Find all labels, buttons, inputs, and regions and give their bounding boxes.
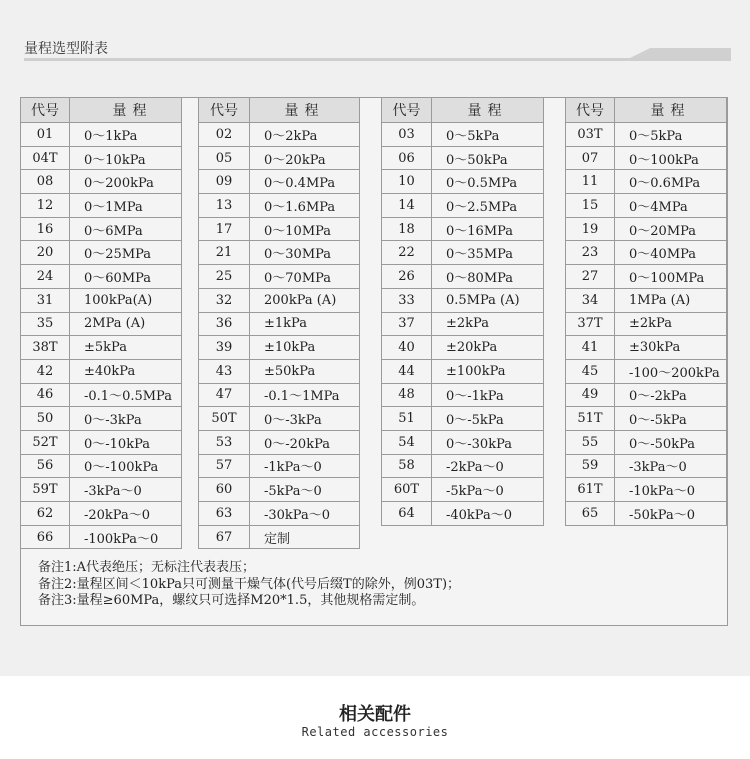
header-range: 量程 — [70, 98, 182, 123]
range-cell: 0～25MPa — [70, 241, 182, 265]
code-cell: 31 — [21, 288, 70, 312]
range-cell: 0～-2kPa — [615, 383, 727, 407]
table-row — [566, 407, 727, 431]
code-cell: 20 — [21, 241, 70, 265]
range-cell: 0～5kPa — [432, 123, 544, 147]
table-row — [566, 241, 727, 265]
table-row — [199, 312, 360, 336]
table-row — [21, 217, 182, 241]
code-cell: 51 — [382, 407, 432, 431]
table-row — [382, 407, 544, 431]
range-cell: 0～-3kPa — [70, 407, 182, 431]
title-divider — [24, 58, 731, 61]
code-cell: 48 — [382, 383, 432, 407]
table-row — [566, 146, 727, 170]
range-cell: -3kPa～0 — [70, 478, 182, 502]
table-row — [199, 217, 360, 241]
header-code: 代号 — [566, 98, 615, 123]
table-row — [566, 478, 727, 502]
range-cell: 0～-3kPa — [250, 407, 360, 431]
table-row — [566, 383, 727, 407]
table-row — [382, 383, 544, 407]
range-cell: 0～40MPa — [615, 241, 727, 265]
code-cell: 60 — [199, 478, 250, 502]
range-table-group-2 — [198, 97, 360, 549]
range-cell: -3kPa～0 — [615, 454, 727, 478]
table-row — [566, 123, 727, 147]
range-cell: -1kPa～0 — [250, 454, 360, 478]
code-cell: 14 — [382, 194, 432, 218]
code-cell: 26 — [382, 265, 432, 289]
table-row — [566, 336, 727, 360]
table-row — [21, 336, 182, 360]
related-title: 相关配件 — [339, 704, 411, 725]
table-header-row — [199, 98, 360, 123]
code-cell: 21 — [199, 241, 250, 265]
range-cell: 0～2.5MPa — [432, 194, 544, 218]
code-cell: 51T — [566, 407, 615, 431]
table-row — [199, 525, 360, 549]
table-row — [566, 288, 727, 312]
range-cell: -30kPa～0 — [250, 502, 360, 526]
range-cell: 0～5kPa — [615, 123, 727, 147]
code-cell: 49 — [566, 383, 615, 407]
range-cell: 0～0.6MPa — [615, 170, 727, 194]
range-cell: 0～35MPa — [432, 241, 544, 265]
range-cell: -2kPa～0 — [432, 454, 544, 478]
title-decoration — [630, 48, 731, 58]
code-cell: 42 — [21, 359, 70, 383]
table-row — [199, 454, 360, 478]
table-row — [21, 312, 182, 336]
range-cell: 0～100kPa — [615, 146, 727, 170]
range-table-group-1 — [20, 97, 182, 549]
code-cell: 32 — [199, 288, 250, 312]
header-code: 代号 — [382, 98, 432, 123]
code-cell: 25 — [199, 265, 250, 289]
table-row — [382, 502, 544, 526]
code-cell: 13 — [199, 194, 250, 218]
range-cell: -0.1～0.5MPa — [70, 383, 182, 407]
code-cell: 66 — [21, 525, 70, 549]
range-cell: ±2kPa — [432, 312, 544, 336]
code-cell: 59 — [566, 454, 615, 478]
code-cell: 36 — [199, 312, 250, 336]
code-cell: 33 — [382, 288, 432, 312]
table-row — [566, 359, 727, 383]
table-row — [382, 194, 544, 218]
range-cell: -40kPa～0 — [432, 502, 544, 526]
table-row — [382, 146, 544, 170]
table-header-row — [382, 98, 544, 123]
range-cell: -5kPa～0 — [250, 478, 360, 502]
code-cell: 67 — [199, 525, 250, 549]
range-cell: 2MPa (A) — [70, 312, 182, 336]
table-row — [21, 359, 182, 383]
table-row — [199, 265, 360, 289]
range-cell: 100kPa(A) — [70, 288, 182, 312]
range-table-group-4 — [565, 97, 727, 526]
range-cell: 0～6MPa — [70, 217, 182, 241]
range-cell: 0～-100kPa — [70, 454, 182, 478]
table-row — [21, 194, 182, 218]
code-cell: 07 — [566, 146, 615, 170]
range-cell: 0～100MPa — [615, 265, 727, 289]
code-cell: 15 — [566, 194, 615, 218]
code-cell: 46 — [21, 383, 70, 407]
table-row — [566, 312, 727, 336]
header-code: 代号 — [21, 98, 70, 123]
code-cell: 44 — [382, 359, 432, 383]
table-row — [382, 312, 544, 336]
header-range: 量程 — [432, 98, 544, 123]
range-cell: ±2kPa — [615, 312, 727, 336]
range-cell: ±100kPa — [432, 359, 544, 383]
code-cell: 55 — [566, 430, 615, 454]
table-row — [382, 336, 544, 360]
code-cell: 38T — [21, 336, 70, 360]
code-cell: 04T — [21, 146, 70, 170]
table-row — [566, 430, 727, 454]
code-cell: 11 — [566, 170, 615, 194]
range-cell: ±20kPa — [432, 336, 544, 360]
table-row — [566, 170, 727, 194]
table-row — [382, 241, 544, 265]
range-cell: ±1kPa — [250, 312, 360, 336]
range-cell: 0～10kPa — [70, 146, 182, 170]
range-cell: -20kPa～0 — [70, 502, 182, 526]
code-cell: 43 — [199, 359, 250, 383]
code-cell: 37T — [566, 312, 615, 336]
range-cell: 0～70MPa — [250, 265, 360, 289]
range-cell: 0～200kPa — [70, 170, 182, 194]
code-cell: 45 — [566, 359, 615, 383]
range-cell: 0.5MPa (A) — [432, 288, 544, 312]
table-row — [566, 502, 727, 526]
range-cell: 0～-1kPa — [432, 383, 544, 407]
header-range: 量程 — [615, 98, 727, 123]
table-row — [199, 478, 360, 502]
range-cell: ±5kPa — [70, 336, 182, 360]
code-cell: 64 — [382, 502, 432, 526]
table-row — [199, 170, 360, 194]
table-row — [566, 265, 727, 289]
code-cell: 62 — [21, 502, 70, 526]
code-cell: 47 — [199, 383, 250, 407]
table-row — [21, 383, 182, 407]
code-cell: 08 — [21, 170, 70, 194]
range-cell: 200kPa (A) — [250, 288, 360, 312]
code-cell: 37 — [382, 312, 432, 336]
range-cell: 0～2kPa — [250, 123, 360, 147]
table-row — [21, 454, 182, 478]
code-cell: 40 — [382, 336, 432, 360]
code-cell: 39 — [199, 336, 250, 360]
range-cell: 0～1.6MPa — [250, 194, 360, 218]
table-row — [566, 454, 727, 478]
code-cell: 02 — [199, 123, 250, 147]
code-cell: 65 — [566, 502, 615, 526]
header-code: 代号 — [199, 98, 250, 123]
code-cell: 34 — [566, 288, 615, 312]
table-row — [382, 359, 544, 383]
range-cell: 0～50kPa — [432, 146, 544, 170]
code-cell: 05 — [199, 146, 250, 170]
table-row — [199, 288, 360, 312]
code-cell: 56 — [21, 454, 70, 478]
table-row — [199, 359, 360, 383]
range-cell: 0～60MPa — [70, 265, 182, 289]
table-row — [382, 430, 544, 454]
range-cell: 1MPa (A) — [615, 288, 727, 312]
table-row — [21, 430, 182, 454]
code-cell: 35 — [21, 312, 70, 336]
table-row — [21, 265, 182, 289]
range-cell: 0～-30kPa — [432, 430, 544, 454]
range-cell: ±10kPa — [250, 336, 360, 360]
table-row — [199, 146, 360, 170]
code-cell: 53 — [199, 430, 250, 454]
range-cell: 0～1kPa — [70, 123, 182, 147]
range-cell: 0～-50kPa — [615, 430, 727, 454]
range-cell: 0～-20kPa — [250, 430, 360, 454]
code-cell: 50T — [199, 407, 250, 431]
table-row — [382, 478, 544, 502]
code-cell: 57 — [199, 454, 250, 478]
code-cell: 09 — [199, 170, 250, 194]
table-row — [382, 454, 544, 478]
range-cell: -10kPa～0 — [615, 478, 727, 502]
range-cell: -50kPa～0 — [615, 502, 727, 526]
table-row — [21, 123, 182, 147]
code-cell: 50 — [21, 407, 70, 431]
table-row — [21, 407, 182, 431]
note-1: 备注1:A代表绝压；无标注代表表压； — [38, 560, 256, 575]
code-cell: 59T — [21, 478, 70, 502]
section-title: 量程选型附表 — [24, 41, 108, 57]
code-cell: 19 — [566, 217, 615, 241]
code-cell: 03T — [566, 123, 615, 147]
range-cell: 0～-10kPa — [70, 430, 182, 454]
table-row — [21, 478, 182, 502]
code-cell: 16 — [21, 217, 70, 241]
range-cell: 0～0.4MPa — [250, 170, 360, 194]
code-cell: 61T — [566, 478, 615, 502]
table-header-row — [21, 98, 182, 123]
range-cell: -100kPa～0 — [70, 525, 182, 549]
note-3: 备注3:量程≥60MPa，螺纹只可选择M20*1.5，其他规格需定制。 — [38, 593, 425, 608]
table-row — [21, 288, 182, 312]
range-cell: 0～1MPa — [70, 194, 182, 218]
range-cell: 0～30MPa — [250, 241, 360, 265]
table-row — [382, 123, 544, 147]
code-cell: 52T — [21, 430, 70, 454]
code-cell: 18 — [382, 217, 432, 241]
table-row — [21, 525, 182, 549]
code-cell: 10 — [382, 170, 432, 194]
code-cell: 24 — [21, 265, 70, 289]
range-cell: 0～20MPa — [615, 217, 727, 241]
range-cell: -0.1～1MPa — [250, 383, 360, 407]
range-cell: ±30kPa — [615, 336, 727, 360]
code-cell: 58 — [382, 454, 432, 478]
code-cell: 03 — [382, 123, 432, 147]
range-cell: ±40kPa — [70, 359, 182, 383]
table-row — [21, 502, 182, 526]
header-range: 量程 — [250, 98, 360, 123]
code-cell: 41 — [566, 336, 615, 360]
note-2: 备注2:量程区间＜10kPa只可测量干燥气体(代号后缀T的除外，例03T)； — [38, 576, 461, 592]
table-row — [21, 146, 182, 170]
table-row — [199, 336, 360, 360]
table-row — [382, 217, 544, 241]
table-row — [382, 170, 544, 194]
table-row — [199, 194, 360, 218]
range-cell: 0～0.5MPa — [432, 170, 544, 194]
table-row — [199, 123, 360, 147]
table-row — [199, 241, 360, 265]
table-row — [21, 241, 182, 265]
code-cell: 12 — [21, 194, 70, 218]
code-cell: 17 — [199, 217, 250, 241]
code-cell: 54 — [382, 430, 432, 454]
table-row — [199, 407, 360, 431]
table-row — [566, 217, 727, 241]
range-cell: 0～10MPa — [250, 217, 360, 241]
table-row — [199, 502, 360, 526]
range-cell: -100～200kPa — [615, 359, 727, 383]
code-cell: 22 — [382, 241, 432, 265]
range-cell: 定制 — [250, 525, 360, 549]
code-cell: 63 — [199, 502, 250, 526]
notes — [38, 560, 460, 610]
code-cell: 01 — [21, 123, 70, 147]
table-row — [199, 383, 360, 407]
range-cell: 0～80MPa — [432, 265, 544, 289]
table-header-row — [566, 98, 727, 123]
code-cell: 06 — [382, 146, 432, 170]
table-row — [21, 170, 182, 194]
range-cell: 0～16MPa — [432, 217, 544, 241]
code-cell: 27 — [566, 265, 615, 289]
table-row — [566, 194, 727, 218]
code-cell: 23 — [566, 241, 615, 265]
range-cell: 0～-5kPa — [432, 407, 544, 431]
code-cell: 60T — [382, 478, 432, 502]
range-cell: 0～4MPa — [615, 194, 727, 218]
range-cell: -5kPa～0 — [432, 478, 544, 502]
related-subtitle: Related accessories — [301, 725, 449, 739]
range-cell: ±50kPa — [250, 359, 360, 383]
range-cell: 0～-5kPa — [615, 407, 727, 431]
range-cell: 0～20kPa — [250, 146, 360, 170]
table-row — [199, 430, 360, 454]
range-table-group-3 — [381, 97, 544, 526]
table-row — [382, 288, 544, 312]
table-row — [382, 265, 544, 289]
